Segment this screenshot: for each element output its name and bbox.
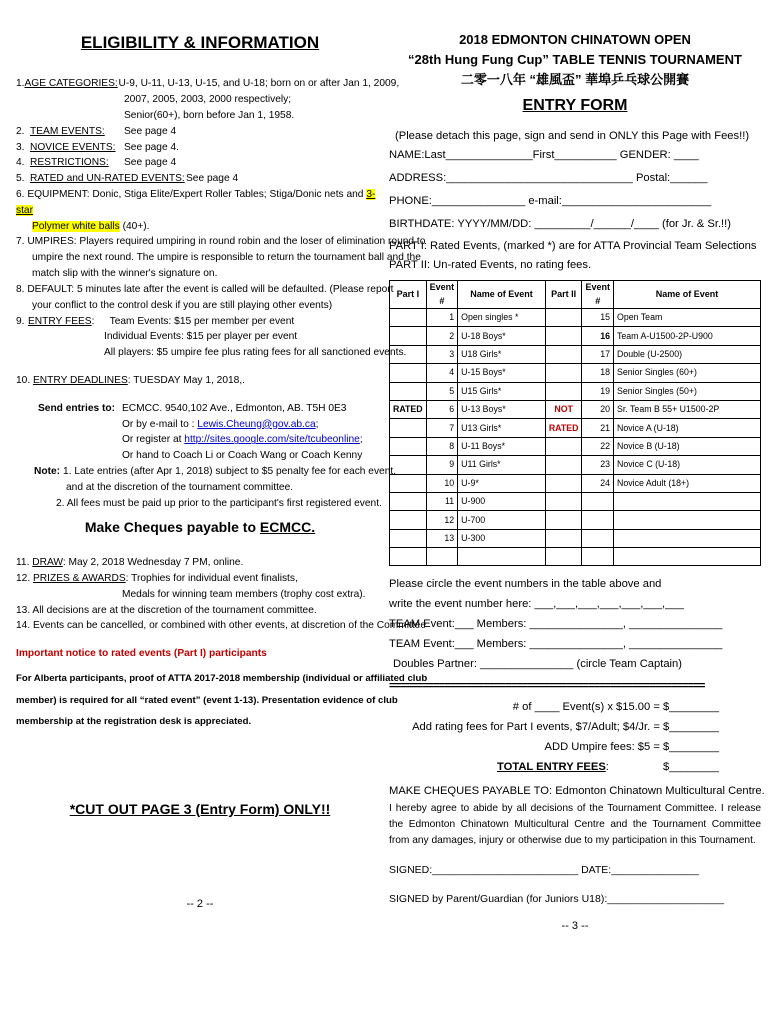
agreement-text: I hereby agree to abide by all decisions of the Tournament Committee. I release the Edmonton Chinatown Multicultural Centre and the Tournament Committee from any damages, injury or otherwise due to my participation in this Tournament. bbox=[389, 803, 761, 846]
part1-cell bbox=[390, 474, 427, 492]
event-number-cell[interactable]: 8 bbox=[426, 437, 458, 455]
event-name-cell: Double (U-2500) bbox=[613, 345, 760, 363]
part2-cell bbox=[545, 364, 582, 382]
part1-description: PART I: Rated Events, (marked *) are for ATTA Provincial Team Selections bbox=[389, 240, 757, 253]
event-number-cell[interactable]: 2 bbox=[426, 327, 458, 345]
part2-cell bbox=[545, 382, 582, 400]
alberta-membership-notice: For Alberta participants, proof of ATTA 2017-2018 membership (individual or affiliated club member) is required for all “rated event” (event 1-13). Presentation evidence of club membership at the registration desk is appreciated. bbox=[16, 673, 428, 728]
event-number-cell[interactable]: 18 bbox=[582, 364, 614, 382]
page-number-left: -- 2 -- bbox=[186, 898, 214, 911]
event-name-cell: Novice C (U-18) bbox=[613, 456, 760, 474]
events-table-header: Part I Event # Name of Event Part II Event # Name of Event bbox=[390, 281, 761, 309]
part1-cell bbox=[390, 419, 427, 437]
register-link[interactable]: http://sites.google.com/site/tcubeonline bbox=[184, 434, 360, 446]
part1-cell bbox=[390, 529, 427, 547]
prizes-item: 12. PRIZES & AWARDS: Trophies for individual event finalists, Medals for winning team members (trophy cost extra). bbox=[16, 572, 366, 600]
novice-events-item: 3. NOVICE EVENTS: See page 4. bbox=[16, 141, 179, 153]
events-table-row bbox=[390, 492, 761, 510]
event-name-cell: U-11 Boys* bbox=[458, 437, 546, 455]
events-table-row bbox=[390, 548, 761, 566]
part2-cell bbox=[545, 456, 582, 474]
events-table-row bbox=[390, 456, 761, 474]
event-number-cell[interactable]: 1 bbox=[426, 309, 458, 327]
event-name-cell: Novice B (U-18) bbox=[613, 437, 760, 455]
total-entry-fees[interactable]: TOTAL ENTRY FEES : $________ bbox=[497, 760, 719, 773]
important-notice: Important notice to rated events (Part I) participants bbox=[16, 648, 267, 660]
equipment-item: 6. EQUIPMENT: Donic, Stiga Elite/Expert Roller Tables; Stiga/Donic nets and 3-star Polymer white balls (40+). bbox=[16, 189, 376, 232]
part1-cell bbox=[390, 364, 427, 382]
part1-cell bbox=[390, 345, 427, 363]
restrictions-item: 4. RESTRICTIONS: See page 4 bbox=[16, 157, 177, 169]
part1-cell bbox=[390, 437, 427, 455]
event-name-cell: U13 Girls* bbox=[458, 419, 546, 437]
event-name-cell: Novice Adult (18+) bbox=[613, 474, 760, 492]
event-number-cell[interactable]: 20 bbox=[582, 400, 614, 418]
event-number-cell bbox=[426, 548, 458, 566]
event-name-cell: U-15 Boys* bbox=[458, 364, 546, 382]
team-event-field-2[interactable]: TEAM Event:___ Members: _______________, _______________ bbox=[389, 637, 723, 650]
event-number-cell bbox=[582, 492, 614, 510]
event-name-cell: Team A-U1500-2P-U900 bbox=[613, 327, 760, 345]
event-numbers-field[interactable]: write the event number here: ___,___,___,___,___,___,___ bbox=[389, 598, 684, 611]
part2-cell bbox=[545, 529, 582, 547]
cancel-events-item: 14. Events can be cancelled, or combined with other events, at discretion of the Committee bbox=[16, 620, 426, 632]
event-name-cell: Sr. Team B 55+ U1500-2P bbox=[613, 400, 760, 418]
events-table-row bbox=[390, 345, 761, 363]
event-number-cell[interactable]: 3 bbox=[426, 345, 458, 363]
event-number-cell[interactable]: 9 bbox=[426, 456, 458, 474]
event-number-cell[interactable]: 16 bbox=[582, 327, 614, 345]
part2-cell bbox=[545, 309, 582, 327]
event-number-cell[interactable]: 5 bbox=[426, 382, 458, 400]
event-number-cell[interactable]: 19 bbox=[582, 382, 614, 400]
event-number-cell[interactable]: 6 bbox=[426, 400, 458, 418]
default-item: 8. DEFAULT: 5 minutes late after the event is called will be defaulted. (Please report your conflict to the control desk if you are still playing other events) bbox=[16, 283, 394, 311]
events-table-row bbox=[390, 474, 761, 492]
event-name-cell bbox=[458, 548, 546, 566]
event-name-cell: U18 Girls* bbox=[458, 345, 546, 363]
events-table-row bbox=[390, 419, 761, 437]
part2-cell bbox=[545, 548, 582, 566]
make-cheques-payable: MAKE CHEQUES PAYABLE TO: Edmonton Chinatown Multicultural Centre. bbox=[389, 785, 765, 798]
event-number-cell[interactable]: 21 bbox=[582, 419, 614, 437]
event-number-cell[interactable]: 15 bbox=[582, 309, 614, 327]
tournament-chinese-title: 二零一八年 “雄風盃” 華埠乒乓球公開賽 bbox=[460, 72, 690, 88]
event-name-cell: U15 Girls* bbox=[458, 382, 546, 400]
cut-out-notice: *CUT OUT PAGE 3 (Entry Form) ONLY!! bbox=[69, 800, 331, 817]
event-number-cell[interactable]: 23 bbox=[582, 456, 614, 474]
tournament-title: 2018 EDMONTON CHINATOWN OPEN bbox=[459, 32, 691, 47]
event-name-cell: U11 Girls* bbox=[458, 456, 546, 474]
part1-cell bbox=[390, 382, 427, 400]
event-name-cell: U-9* bbox=[458, 474, 546, 492]
note-block: Note: 1. Late entries (after Apr 1, 2018) subject to $5 penalty fee for each event, and at the discretion of the tournament committee. 2. All fees must be paid up prior to the participant's first registered event. bbox=[34, 466, 397, 509]
not-rated-label: RATED bbox=[545, 419, 582, 437]
part2-description: PART II: Un-rated Events, no rating fees. bbox=[389, 259, 592, 272]
event-name-cell: U-13 Boys* bbox=[458, 400, 546, 418]
tournament-subtitle: “28th Hung Fung Cup” TABLE TENNIS TOURNAMENT bbox=[408, 52, 742, 68]
events-table-row bbox=[390, 529, 761, 547]
detach-instruction: (Please detach this page, sign and send in ONLY this Page with Fees!!) bbox=[395, 130, 750, 143]
team-event-field-1[interactable]: TEAM Event:___ Members: _______________, _______________ bbox=[389, 618, 723, 631]
event-name-cell bbox=[613, 511, 760, 529]
event-number-cell[interactable]: 22 bbox=[582, 437, 614, 455]
phone-email-field[interactable]: PHONE:_______________ e-mail:________________________ bbox=[389, 194, 712, 207]
part2-cell bbox=[545, 437, 582, 455]
events-table-row bbox=[390, 327, 761, 345]
cheques-payable: Make Cheques payable to ECMCC. bbox=[84, 519, 316, 536]
rated-unrated-item: 5. RATED and UN-RATED EVENTS: See page 4 bbox=[16, 173, 239, 185]
event-name-cell: U-300 bbox=[458, 529, 546, 547]
event-number-cell bbox=[582, 548, 614, 566]
event-name-cell: Open singles * bbox=[458, 309, 546, 327]
separator-line: ========================================================= bbox=[389, 680, 705, 693]
draw-item: 11. DRAW: May 2, 2018 Wednesday 7 PM, online. bbox=[16, 557, 244, 569]
part1-cell bbox=[390, 492, 427, 510]
umpire-fee-calc[interactable]: ADD Umpire fees: $5 = $________ bbox=[544, 740, 719, 753]
circle-instruction: Please circle the event numbers in the table above and bbox=[389, 578, 662, 591]
eligibility-title: ELIGIBILITY & INFORMATION bbox=[80, 33, 320, 52]
event-name-cell: U-18 Boys* bbox=[458, 327, 546, 345]
signature-field[interactable]: SIGNED:_________________________ DATE:_______________ bbox=[389, 863, 699, 876]
entry-deadlines-item: 10. ENTRY DEADLINES: TUESDAY May 1, 2018,. bbox=[16, 374, 245, 386]
events-table-row bbox=[390, 382, 761, 400]
event-number-cell[interactable]: 12 bbox=[426, 511, 458, 529]
birthdate-field[interactable]: BIRTHDATE: YYYY/MM/DD: _________/______/____ (for Jr. & Sr.!!) bbox=[389, 217, 731, 230]
part2-cell bbox=[545, 345, 582, 363]
eligibility-column bbox=[16, 30, 428, 914]
part2-cell bbox=[545, 492, 582, 510]
event-name-cell: U-900 bbox=[458, 492, 546, 510]
entry-form-title: ENTRY FORM bbox=[522, 97, 628, 115]
rated-label: RATED bbox=[390, 400, 427, 418]
part2-cell bbox=[545, 474, 582, 492]
event-name-cell: Open Team bbox=[613, 309, 760, 327]
part1-cell bbox=[390, 456, 427, 474]
entry-fees-item: 9. ENTRY FEES : Team Events: $15 per member per event Individual Events: $15 per player per event All players: $5 umpire fee plus rating fees for all sanctioned events. bbox=[16, 315, 407, 359]
doubles-partner-field[interactable]: Doubles Partner: _______________ (circle Team Captain) bbox=[393, 657, 682, 670]
age-categories-item: 1. AGE CATEGORIES: U-9, U-11, U-13, U-15, and U-18; born on or after Jan 1, 2009, 2007, 2005, 2003, 2000 respectively; Senior(60+), born before Jan 1, 1958. bbox=[16, 78, 400, 121]
event-number-cell[interactable]: 17 bbox=[582, 345, 614, 363]
event-number-cell[interactable]: 4 bbox=[426, 364, 458, 382]
part1-cell bbox=[390, 309, 427, 327]
event-number-cell bbox=[582, 511, 614, 529]
event-name-cell bbox=[613, 548, 760, 566]
events-table-row bbox=[390, 364, 761, 382]
event-number-cell[interactable]: 24 bbox=[582, 474, 614, 492]
events-table-row bbox=[390, 400, 761, 418]
umpires-item: 7. UMPIRES: Players required umpiring in round robin and the loser of elimination round to umpire the next round. The umpire is responsible to return the tournament ball and the match slip with the winner's signature on. bbox=[16, 236, 426, 280]
events-table-row bbox=[390, 309, 761, 327]
event-name-cell: U-700 bbox=[458, 511, 546, 529]
address-field[interactable]: ADDRESS:______________________________ Postal:______ bbox=[389, 172, 708, 185]
event-number-cell[interactable]: 13 bbox=[426, 529, 458, 547]
part1-cell bbox=[390, 548, 427, 566]
page-number-right: -- 3 -- bbox=[561, 920, 589, 933]
name-field[interactable]: NAME:Last______________First__________ GENDER: ____ bbox=[389, 149, 699, 162]
event-name-cell: Senior Singles (50+) bbox=[613, 382, 760, 400]
not-rated-label: NOT bbox=[545, 400, 582, 418]
event-number-cell[interactable]: 10 bbox=[426, 474, 458, 492]
events-table-row bbox=[390, 511, 761, 529]
send-entries-block: Send entries to: ECMCC. 9540,102 Ave., Edmonton, AB. T5H 0E3 Or by e-mail to : Lewis.Cheung@gov.ab.ca; Or register at http://sites.google.com/site/tcubeonline; Or hand to Coach Li or Coach Wang or Coach Kenny bbox=[38, 402, 363, 462]
event-number-cell[interactable]: 11 bbox=[426, 492, 458, 510]
part1-cell bbox=[390, 327, 427, 345]
event-name-cell bbox=[613, 529, 760, 547]
rating-fee-calc[interactable]: Add rating fees for Part I events, $7/Adult; $4/Jr. = $________ bbox=[412, 721, 719, 734]
part1-cell bbox=[390, 511, 427, 529]
event-name-cell: Novice A (U-18) bbox=[613, 419, 760, 437]
entry-form-column bbox=[389, 30, 765, 935]
decisions-item: 13. All decisions are at the discretion of the tournament committee. bbox=[16, 604, 317, 616]
part2-cell bbox=[545, 327, 582, 345]
team-events-item: 2. TEAM EVENTS: See page 4 bbox=[16, 125, 177, 137]
event-number-cell[interactable]: 7 bbox=[426, 419, 458, 437]
events-table-row bbox=[390, 437, 761, 455]
event-number-cell bbox=[582, 529, 614, 547]
event-fee-calc[interactable]: # of ____ Event(s) x $15.00 = $________ bbox=[512, 701, 719, 714]
part2-cell bbox=[545, 511, 582, 529]
event-name-cell: Senior Singles (60+) bbox=[613, 364, 760, 382]
parent-signature-field[interactable]: SIGNED by Parent/Guardian (for Juniors U18):____________________ bbox=[389, 893, 725, 906]
email-link[interactable]: Lewis.Cheung@gov.ab.ca bbox=[197, 418, 316, 430]
event-name-cell bbox=[613, 492, 760, 510]
events-table bbox=[389, 280, 761, 566]
